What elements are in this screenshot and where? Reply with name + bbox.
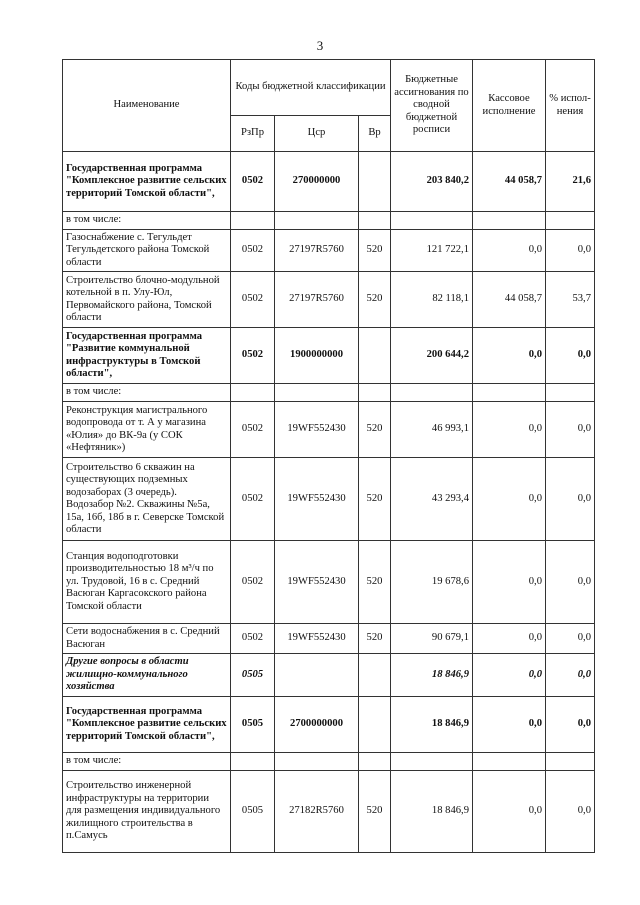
row-name: в том числе:	[63, 212, 231, 230]
row-pct: 0,0	[546, 771, 595, 853]
row-alloc: 121 722,1	[391, 230, 473, 272]
row-rzpr: 0505	[231, 697, 275, 753]
row-name: в том числе:	[63, 753, 231, 771]
row-alloc: 18 846,9	[391, 771, 473, 853]
row-cash: 0,0	[473, 541, 546, 624]
table-row	[63, 654, 595, 697]
header-pct: % испол-нения	[546, 60, 595, 152]
row-vr: 520	[359, 541, 391, 624]
row-pct: 0,0	[546, 402, 595, 458]
row-rzpr: 0502	[231, 230, 275, 272]
row-rzpr: 0502	[231, 624, 275, 654]
row-alloc: 43 293,4	[391, 458, 473, 541]
row-csr	[275, 753, 359, 771]
table-row	[63, 212, 595, 230]
row-csr	[275, 384, 359, 402]
row-alloc: 90 679,1	[391, 624, 473, 654]
header-vr: Вр	[359, 116, 391, 152]
table-row	[63, 230, 595, 272]
row-csr	[275, 212, 359, 230]
row-csr: 27197R5760	[275, 272, 359, 328]
row-name: Государственная программа "Комплексное развитие сельских территорий Томской области",	[63, 697, 231, 753]
row-name: Строительство инженерной инфраструктуры на территории для размещения индивидуального жилищного строительства в п.Самусь	[63, 771, 231, 853]
row-rzpr: 0502	[231, 272, 275, 328]
row-name: в том числе:	[63, 384, 231, 402]
row-pct	[546, 212, 595, 230]
row-pct	[546, 753, 595, 771]
row-pct: 0,0	[546, 541, 595, 624]
row-rzpr: 0502	[231, 541, 275, 624]
row-vr: 520	[359, 458, 391, 541]
row-name: Государственная программа "Комплексное развитие сельских территорий Томской области",	[63, 152, 231, 212]
row-csr: 19WF552430	[275, 458, 359, 541]
row-vr: 520	[359, 771, 391, 853]
row-rzpr	[231, 384, 275, 402]
row-csr	[275, 654, 359, 697]
row-rzpr	[231, 212, 275, 230]
row-name: Станция водоподготовки производительностью 18 м³/ч по ул. Трудовой, 16 в с. Средний Васюган Каргасокского района Томской области	[63, 541, 231, 624]
row-pct: 0,0	[546, 697, 595, 753]
row-vr	[359, 753, 391, 771]
row-alloc	[391, 384, 473, 402]
table-row	[63, 697, 595, 753]
row-cash: 0,0	[473, 458, 546, 541]
header-name: Наименование	[63, 60, 231, 152]
row-rzpr: 0502	[231, 328, 275, 384]
row-csr: 27182R5760	[275, 771, 359, 853]
row-alloc	[391, 212, 473, 230]
table-row	[63, 458, 595, 541]
row-pct: 0,0	[546, 328, 595, 384]
budget-table	[62, 59, 595, 853]
row-vr: 520	[359, 230, 391, 272]
header-csr: Цср	[275, 116, 359, 152]
row-vr: 520	[359, 272, 391, 328]
row-vr	[359, 384, 391, 402]
table-row	[63, 384, 595, 402]
row-rzpr: 0502	[231, 152, 275, 212]
row-cash	[473, 384, 546, 402]
row-rzpr: 0505	[231, 654, 275, 697]
row-cash: 0,0	[473, 624, 546, 654]
row-name: Строительство блочно-модульной котельной в п. Улу-Юл, Первомайского района, Томской области	[63, 272, 231, 328]
row-alloc: 18 846,9	[391, 654, 473, 697]
row-csr: 19WF552430	[275, 402, 359, 458]
row-pct: 0,0	[546, 458, 595, 541]
row-cash: 0,0	[473, 328, 546, 384]
table-row	[63, 402, 595, 458]
row-name: Другие вопросы в области жилищно-коммунального хозяйства	[63, 654, 231, 697]
row-cash: 44 058,7	[473, 272, 546, 328]
row-csr: 2700000000	[275, 697, 359, 753]
row-vr: 520	[359, 402, 391, 458]
header-codes-group: Коды бюджетной классификации	[231, 60, 391, 116]
row-alloc: 46 993,1	[391, 402, 473, 458]
row-cash: 44 058,7	[473, 152, 546, 212]
row-csr: 19WF552430	[275, 624, 359, 654]
row-csr: 27197R5760	[275, 230, 359, 272]
row-name: Строительство 6 скважин на существующих подземных водозаборах (3 очередь). Водозабор №2. Скважины №5а, 15а, 16б, 18б в г. Северске Томской области	[63, 458, 231, 541]
row-name: Государственная программа "Развитие коммунальной инфраструктуры в Томской области",	[63, 328, 231, 384]
row-alloc: 19 678,6	[391, 541, 473, 624]
row-vr	[359, 212, 391, 230]
row-csr: 270000000	[275, 152, 359, 212]
row-cash: 0,0	[473, 402, 546, 458]
row-alloc: 200 644,2	[391, 328, 473, 384]
row-vr	[359, 654, 391, 697]
row-pct: 0,0	[546, 230, 595, 272]
row-cash: 0,0	[473, 654, 546, 697]
row-vr	[359, 328, 391, 384]
row-pct: 0,0	[546, 654, 595, 697]
row-vr	[359, 697, 391, 753]
row-rzpr: 0505	[231, 771, 275, 853]
table-row	[63, 624, 595, 654]
page-number: 3	[316, 38, 324, 53]
header-cash: Кассовое исполнение	[473, 60, 546, 152]
table-row	[63, 541, 595, 624]
row-name: Реконструкция магистрального водопровода от т. А у магазина «Юлия» до ВК-9а (у СОК «Нефтяник»)	[63, 402, 231, 458]
row-vr: 520	[359, 624, 391, 654]
row-rzpr: 0502	[231, 458, 275, 541]
row-pct	[546, 384, 595, 402]
row-alloc: 82 118,1	[391, 272, 473, 328]
row-rzpr: 0502	[231, 402, 275, 458]
table-row	[63, 771, 595, 853]
row-cash: 0,0	[473, 771, 546, 853]
row-pct: 21,6	[546, 152, 595, 212]
table-row	[63, 328, 595, 384]
row-pct: 0,0	[546, 624, 595, 654]
row-cash	[473, 753, 546, 771]
row-alloc	[391, 753, 473, 771]
table-row	[63, 753, 595, 771]
row-vr	[359, 152, 391, 212]
row-cash	[473, 212, 546, 230]
table-row	[63, 152, 595, 212]
row-alloc: 18 846,9	[391, 697, 473, 753]
table-row	[63, 272, 595, 328]
row-name: Сети водоснабжения в с. Средний Васюган	[63, 624, 231, 654]
header-allocations: Бюджетные ассигнования по сводной бюджетной росписи	[391, 60, 473, 152]
row-csr: 19WF552430	[275, 541, 359, 624]
row-cash: 0,0	[473, 230, 546, 272]
header-rzpr: РзПр	[231, 116, 275, 152]
row-name: Газоснабжение с. Тегульдет Тегульдетского района Томской области	[63, 230, 231, 272]
row-cash: 0,0	[473, 697, 546, 753]
row-pct: 53,7	[546, 272, 595, 328]
row-csr: 1900000000	[275, 328, 359, 384]
row-rzpr	[231, 753, 275, 771]
row-alloc: 203 840,2	[391, 152, 473, 212]
